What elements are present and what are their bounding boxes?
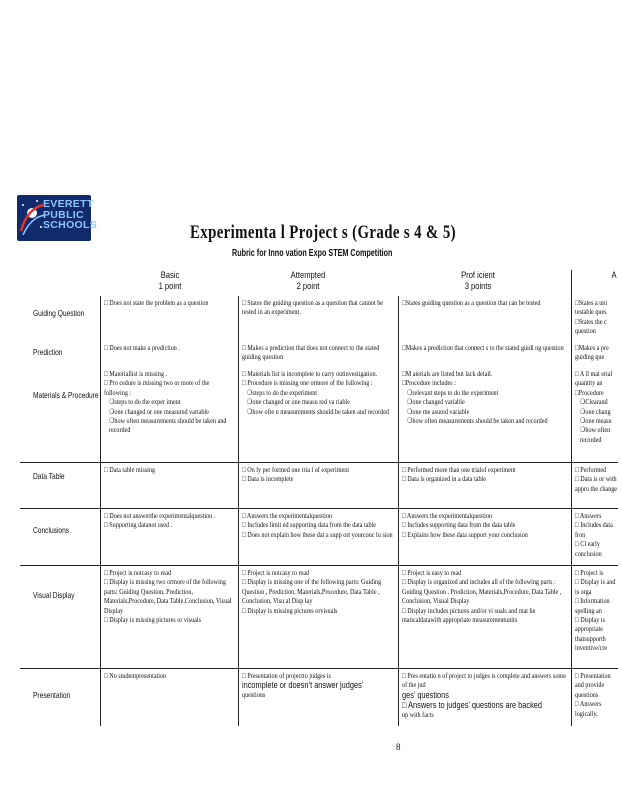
rubric-criterion: □States a uni testable ques	[575, 298, 608, 317]
header-basic-points: 1 point	[158, 281, 182, 292]
rubric-cell-guiding-question-basic	[104, 298, 234, 340]
header-basic-name: Basic	[160, 270, 180, 281]
rubric-cell-presentation-proficient	[402, 671, 567, 729]
page-number: 8	[396, 742, 401, 752]
rubric-criterion: □ Makes a prediction that does not connect to the stated guiding question	[242, 343, 380, 362]
rubric-criterion: □ Project is notcasy to read	[242, 568, 310, 577]
rubric-criterion: ❍steps to do the exper iment	[108, 397, 181, 407]
rubric-criterion: □ Display is missing pictures or visuals	[104, 615, 201, 625]
page-subtitle: Rubric for Inno vation Expo STEM Competition	[232, 248, 393, 259]
rubric-criterion: □ Display is organized and includes all of the following parts : Guiding Question , Prediction, Materials,Procedure, Data Table , Conclusion, Visual Display	[402, 577, 562, 606]
rubric-criterion: □ Data is organized in a data table	[402, 474, 487, 484]
rubric-cell-prediction-basic	[104, 343, 234, 365]
rubric-criterion: □Procedure includes :	[402, 378, 456, 388]
rubric-criterion: □ Answers logically,	[575, 699, 602, 718]
row-label-visual-display: Visual Display	[33, 590, 75, 600]
rubric-cell-presentation-advanced	[575, 671, 618, 729]
rubric-criterion: □ Materiallist is missing .	[104, 369, 167, 378]
rubric-cell-materials-procedure-basic	[104, 369, 234, 461]
rubric-criterion: ❍how ofte n measurements should be taken and recorded	[246, 406, 390, 416]
rubric-criterion: □ Does not state the problem as a question	[104, 298, 209, 307]
header-attempted-points: 2 point	[296, 281, 320, 292]
rubric-criterion: □ Project is	[575, 568, 604, 577]
rubric-criterion: □ Answers	[575, 511, 602, 520]
rubric-cell-guiding-question-advanced	[575, 298, 618, 340]
rubric-criterion: ❍how often recorded	[579, 425, 611, 444]
rubric-criterion: □ Answers to judges’ questions are backed	[402, 699, 542, 710]
rubric-cell-materials-procedure-advanced	[575, 369, 618, 461]
rubric-criterion: up with facts	[402, 709, 434, 719]
header-proficient-name: Prof icient	[461, 270, 495, 281]
rubric-criterion: □ Includes limit ed supporting data from the data table	[242, 520, 377, 530]
rubric-criterion: □ Pro cedure is missing two or more of the following :	[104, 378, 210, 397]
rubric-cell-guiding-question-proficient	[402, 298, 567, 340]
rubric-criterion: □ A ll mat erial quantity an	[575, 369, 613, 388]
column-divider-1	[100, 296, 101, 726]
header-advanced-name: A	[611, 270, 617, 281]
header-basic	[122, 270, 218, 292]
rubric-cell-data-table-attempted	[242, 465, 394, 507]
rubric-criterion: ❍one chang	[579, 406, 611, 416]
rubric-criterion: □ Display is missing pictures orvisuals	[242, 605, 338, 615]
row-divider-2	[20, 508, 618, 509]
rubric-cell-data-table-advanced	[575, 465, 618, 507]
rubric-criterion: □ Presentation of projectto judges is	[242, 671, 331, 680]
rubric-criterion: □ Display includes pictures and/or vi suals and mat he maticaldatawith appropriate measurementunits	[402, 605, 536, 625]
logo-line-3: SCHOOLS	[43, 219, 98, 231]
rubric-criterion: □ Does not answerthe experimentalquestion .	[104, 511, 216, 520]
rubric-cell-presentation-basic	[104, 671, 234, 729]
row-label-prediction: Prediction	[33, 347, 63, 357]
rubric-criterion: □ Display is missing two ormore of the following parts: Guiding Question, Prediction, Materials,Procedure, Data Table,Conclusion, Visual Display	[104, 577, 232, 615]
rubric-criterion: incomplete or doesn’t answer judges’	[242, 680, 364, 691]
rubric-cell-prediction-proficient	[402, 343, 567, 365]
everett-public-schools-logo	[17, 195, 98, 241]
row-label-materials-procedure: Materials & Procedure	[33, 390, 99, 400]
rubric-criterion: □ Information spelling an	[575, 596, 610, 615]
rubric-criterion: □ Does not make a prediction .	[104, 343, 180, 352]
rubric-criterion: ❍how often measurements should be taken and recorded	[406, 416, 548, 426]
rubric-cell-visual-display-proficient	[402, 568, 567, 668]
rubric-criterion: ❍how often measurements should be taken and recorded	[108, 416, 227, 435]
rubric-cell-prediction-attempted	[242, 343, 394, 365]
logo-line-1: EVERETT	[43, 198, 94, 210]
rubric-criterion: □Procedure	[575, 387, 604, 397]
rubric-criterion: □ States the guiding question as a question that cannot be tested in an experiment.	[242, 298, 384, 317]
rubric-cell-conclusions-attempted	[242, 511, 394, 564]
column-divider-2	[238, 296, 239, 726]
rubric-criterion: questions	[242, 690, 266, 700]
rubric-criterion: □ Includes supporting data from the data table	[402, 520, 516, 530]
rubric-cell-visual-display-attempted	[242, 568, 394, 668]
header-advanced	[606, 270, 622, 281]
rubric-criterion: □ Includes data fron	[575, 520, 613, 539]
rubric-cell-prediction-advanced	[575, 343, 618, 365]
row-divider-3	[20, 565, 618, 566]
rubric-cell-data-table-proficient	[402, 465, 567, 507]
row-label-guiding-question: Guiding Question	[33, 308, 85, 318]
rubric-criterion: □ Data is incomplete	[242, 474, 294, 484]
rubric-criterion: □ Supporting datanot used .	[104, 520, 173, 530]
rubric-criterion: □ Display is and is orga	[575, 577, 616, 596]
rubric-criterion: □Makes a prediction that connect s to the stated guidi ng question	[402, 343, 564, 352]
rubric-cell-presentation-attempted	[242, 671, 394, 729]
rubric-criterion: □ Display is missing one of the following parts: Guiding Question , Prediction, Materials,Procedure, Data Table , Conclusion, Visu al Disp lay	[242, 577, 382, 606]
rubric-cell-data-table-basic	[104, 465, 234, 507]
rubric-cell-conclusions-advanced	[575, 511, 618, 564]
rubric-criterion: □ Answers the experimentalquestion	[402, 511, 492, 520]
rubric-cell-materials-procedure-attempted	[242, 369, 394, 461]
rubric-criterion: □ Cl early conclusion	[575, 539, 602, 558]
rubric-criterion: ❍one changed or one measured variable	[108, 406, 209, 416]
rubric-criterion: □ On ly per formed one tria l of experiment	[242, 465, 350, 474]
row-label-presentation: Presentation	[33, 690, 71, 700]
rubric-criterion: □ Explains how these data support your conclusion	[402, 529, 528, 539]
rubric-criterion: □States the c question	[575, 316, 607, 336]
rubric-criterion: ❍one me asured variable	[406, 406, 470, 416]
rubric-criterion: ❍relevant steps to do the experiment	[406, 387, 499, 397]
rubric-criterion: □ Data table missing	[104, 465, 156, 474]
column-divider-3	[398, 296, 399, 726]
rubric-criterion: □ Answers the experimentalquestion	[242, 511, 332, 520]
rubric-criterion: □Makes a pre guiding que	[575, 343, 609, 362]
row-divider-4	[20, 668, 618, 669]
rubric-criterion: □ Performed more than one trialof experiment	[402, 465, 516, 474]
rubric-cell-conclusions-basic	[104, 511, 234, 564]
rubric-cell-guiding-question-attempted	[242, 298, 394, 340]
rubric-criterion: □ Presentation and provide questions	[575, 671, 611, 699]
rubric-criterion: □M aterials are listed but lack detail.	[402, 369, 493, 378]
rubric-criterion: ❍one measu	[579, 416, 612, 426]
rubric-cell-visual-display-advanced	[575, 568, 618, 668]
rubric-criterion: ❍Clearand	[579, 397, 608, 407]
rubric-criterion: □States guiding question as a question that can be tested	[402, 298, 541, 307]
column-divider-4	[571, 270, 572, 726]
row-label-data-table: Data Table	[33, 471, 65, 481]
page-title: Experimenta l Project s (Grade s 4 & 5)	[190, 222, 456, 243]
header-attempted	[260, 270, 356, 292]
rubric-criterion: ❍one changed variable	[406, 397, 465, 407]
row-divider-1	[20, 462, 618, 463]
rubric-criterion: □ Procedure is missing one ormore of the following :	[242, 378, 373, 388]
row-label-conclusions: Conclusions	[33, 525, 70, 535]
rubric-cell-conclusions-proficient	[402, 511, 567, 564]
logo-line-2: PUBLIC	[43, 208, 84, 221]
rubric-cell-visual-display-basic	[104, 568, 234, 668]
rubric-cell-materials-procedure-proficient	[402, 369, 567, 461]
rubric-criterion: ❍steps to do the experiment	[246, 387, 318, 397]
header-attempted-name: Attempted	[290, 270, 326, 281]
rubric-criterion: □ Project is easy to read	[402, 568, 462, 577]
header-proficient-points: 3 points	[464, 281, 492, 292]
rubric-criterion: ges’ questions	[402, 689, 449, 700]
rubric-criterion: □ Does not explain how these dat a supp ort yourconc lu sion	[242, 529, 393, 539]
rubric-criterion: □ No studentpresentation	[104, 671, 167, 680]
rubric-criterion: □ Materials list is incomplete to carry outinvestigation.	[242, 369, 378, 378]
rubric-criterion: □ Data is or with appro the change	[575, 474, 618, 493]
rubric-criterion: □ Pres entatio n of project to judges is complete and answers some of the jud	[402, 671, 566, 690]
header-proficient	[430, 270, 526, 292]
rubric-criterion: □ Performed	[575, 465, 607, 474]
rubric-criterion: ❍one changed or one measu red va riable	[246, 397, 350, 407]
rubric-criterion: □ Project is notcasy to read	[104, 568, 172, 577]
rubric-criterion: □ Display is appropriate thatsupporth inventive/cre	[575, 615, 608, 653]
